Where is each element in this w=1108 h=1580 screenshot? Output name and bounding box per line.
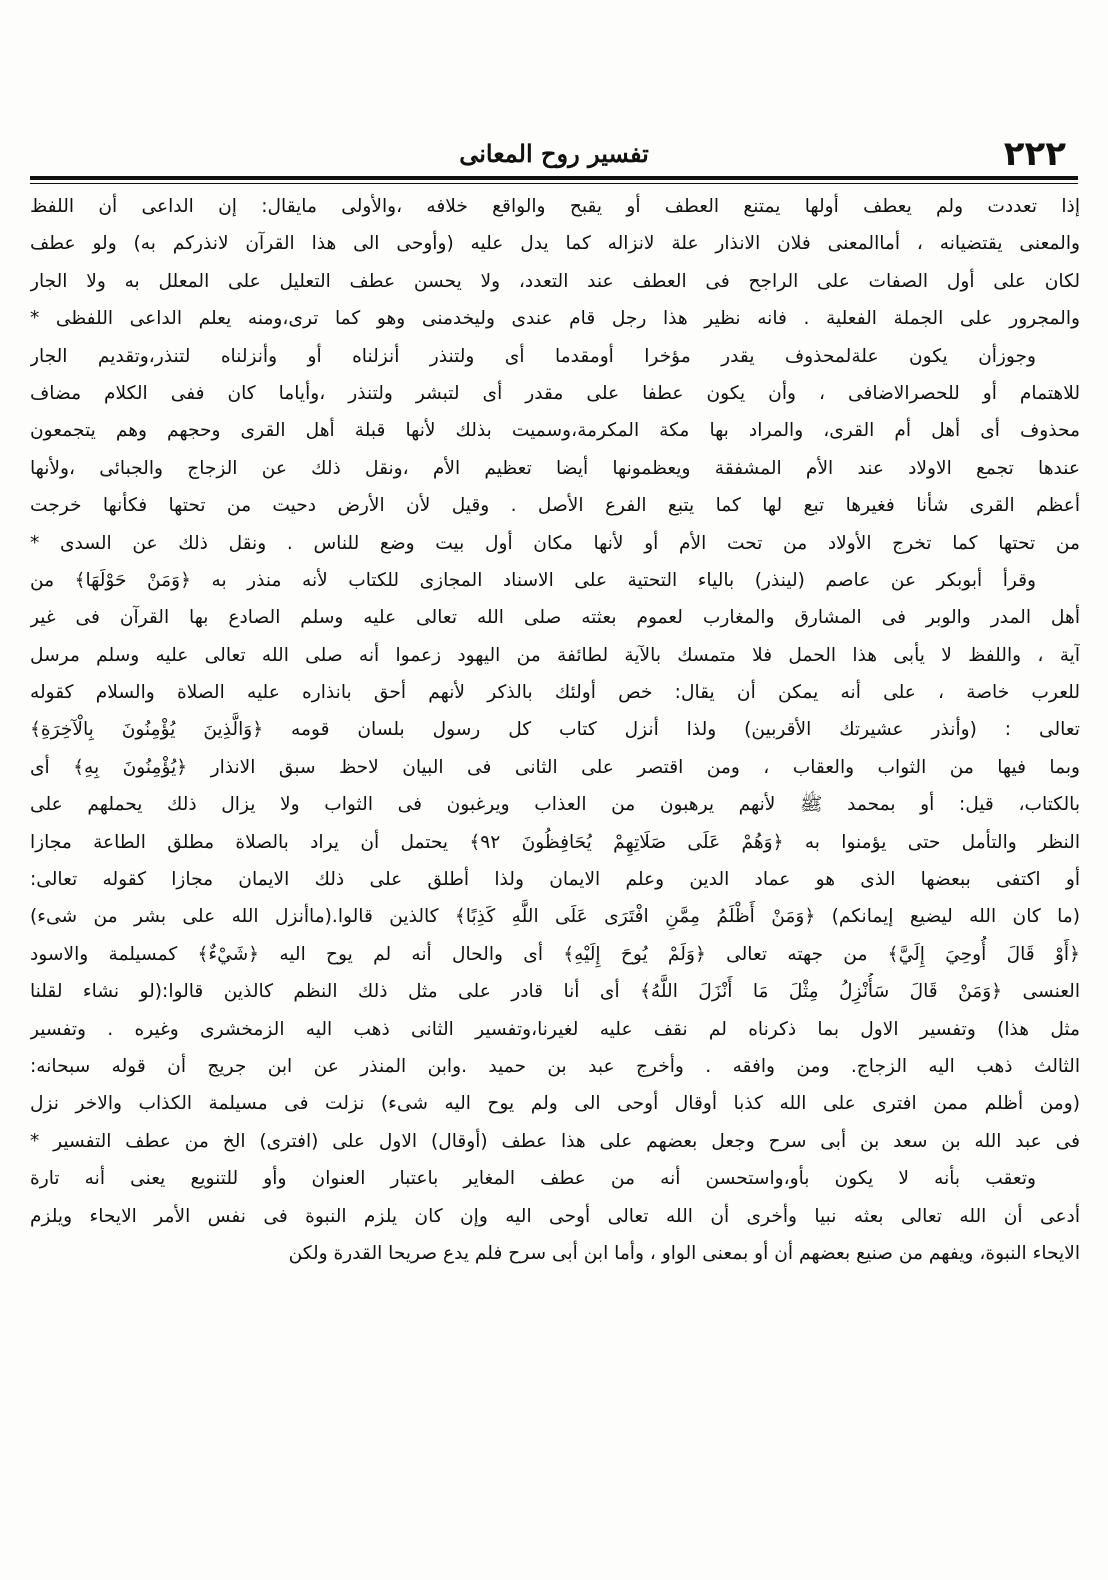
header-rule-thin	[30, 183, 1078, 184]
text-line: (ومن أظلم ممن افترى على الله كذبا أوقال أوحى الى ولم يوح اليه شىء) نزلت فى مسيلمة الكذاب والاخر نزل	[30, 1093, 1080, 1115]
text-line: وجوزأن يكون علةلمحذوف يقدر مؤخرا أومقدما أى ولتنذر أنزلناه أو وأنزلناه لتنذر،وتقديم الجار	[30, 345, 1036, 367]
text-line: إذا تعددت ولم يعطف أولها يمتنع العطف أو يقبح والواقع خلافه ،والأولى مايقال: إن الداعى أن اللفظ	[30, 196, 1080, 217]
text-line: الثالث ذهب اليه الزجاج. ومن وافقه . وأخرج عبد بن حميد .وابن المنذر عن ابن جريج أن قوله سبحانه:	[30, 1055, 1080, 1077]
text-line: أهل المدر والوبر فى المشارق والمغارب لعموم بعثته صلى الله تعالى عليه وسلم الصادع بها القرآن فى غير	[30, 607, 1080, 629]
text-line: عندها تجمع الاولاد عند الأم المشفقة ويعظمونها أيضا تعظيم الأم ،ونقل ذلك عن الزجاج والجبائى ،ولأنها	[30, 457, 1080, 479]
text-line: (ما كان الله ليضيع إيمانكم) ﴿وَمَنْ أَظْلَمُ مِمَّنِ افْتَرَى عَلَى اللَّهِ كَذِبًا﴾ كالذين قالوا.(ماأنزل الله على بشر من شىء)	[30, 906, 1080, 928]
body-text	[30, 188, 1080, 1478]
text-line: والمعنى يقتضيانه ، أماالمعنى فلان الانذار علة لانزاله كما يدل عليه (وأوحى الى هذا القرآن لانذركم به) ولو عطف	[30, 233, 1080, 255]
text-line: أدعى أن الله تعالى بعثه نبيا وأخرى أن الله تعالى أوحى اليه وإن كان يلزم النبوة فى نفس الأمر الايحاء ويلزم	[30, 1205, 1080, 1227]
text-line: العنسى ﴿وَمَنْ قَالَ سَأُنْزِلُ مِثْلَ مَا أَنْزَلَ اللَّهُ﴾ أى أنا قادر على مثل ذلك النظم كالذين قالوا:(لو نشاء لقلنا	[30, 981, 1080, 1003]
text-line: للاهتمام أو للحصرالاضافى ، وأن يكون عطفا على مقدر أى لتبشر ولتنذر ،وأياما كان ففى الكلام مضاف	[30, 382, 1080, 404]
running-title: تفسير روح المعانى	[459, 139, 649, 168]
text-line: آية ، واللفظ لا يأبى هذا الحمل فلا متمسك بالآية لطائفة من اليهود زعموا أنه صلى الله تعالى عليه وسلم مرسل	[30, 644, 1080, 666]
text-line: والمجرور على الجملة الفعلية . فانه نظير هذا رجل قام عندى وليخدمنى وهو كما ترى،ومنه يعلم الداعى اللفظى *	[30, 308, 1080, 330]
text-line: فى عبد الله بن سعد بن أبى سرح وجعل بعضهم على هذا عطف (أوقال) الاول على (افترى) الخ من عطف التفسير *	[30, 1130, 1080, 1152]
text-line: بالكتاب، قيل: أو بمحمد ﷺ لأنهم يرهبون من العذاب ويرغبون فى الثواب ولا يزال ذلك يحملهم على	[30, 794, 1080, 816]
text-line: وبما فيها من الثواب والعقاب ، ومن اقتصر على الثانى فى البيان لاحظ سبق الانذار ﴿يُؤْمِنُونَ بِهِ﴾ أى	[30, 756, 1080, 778]
text-line: مثل هذا) وتفسير الاول بما ذكرناه لم نقف عليه لغيرنا،وتفسير الثانى ذهب اليه الزمخشرى وغيره . وتفسير	[30, 1018, 1080, 1040]
text-line: لكان على أول الصفات على الراجح فى العطف عند التعدد، ولا يحسن عطف التعليل على المعلل به ولا الجار	[30, 270, 1080, 292]
text-line: النظر والتأمل حتى يؤمنوا به ﴿وَهُمْ عَلَى صَلَاتِهِمْ يُحَافِظُونَ ٩٢﴾ يحتمل أن يراد بالصلاة مطلق الطاعة مجازا	[30, 831, 1080, 853]
text-line: ﴿أَوْ قَالَ أُوحِيَ إِلَيَّ﴾ من جهته تعالى ﴿وَلَمْ يُوحَ إِلَيْهِ﴾ أى والحال أنه لم يوح اليه ﴿شَيْءٌ﴾ كمسيلمة والاسود	[30, 943, 1080, 965]
text-line: أعظم القرى شأنا فغيرها تبع لها كما يتبع الفرع الأصل . وقيل لأن الأرض دحيت من تحتها فكأنها خرجت	[30, 495, 1080, 517]
page-number: ٢٢٢	[1003, 134, 1066, 174]
text-line: للعرب خاصة ، على أنه يمكن أن يقال: خص أولئك بالذكر لأنهم أحق بانذاره عليه الصلاة والسلام كقوله	[30, 682, 1080, 704]
text-line: وتعقب بأنه لا يكون بأو،واستحسن أنه من عطف المغاير باعتبار العنوان وأو للتنويع يعنى أنه تارة	[30, 1168, 1036, 1190]
header-rule-thick	[30, 176, 1078, 180]
text-line: تعالى : (وأنذر عشيرتك الأقربين) ولذا أنزل كتاب كل رسول بلسان قومه ﴿وَالَّذِينَ يُؤْمِنُونَ بِالْآخِرَةِ﴾	[30, 719, 1080, 741]
text-line: من تحتها كما تخرج الأولاد من تحت الأم أو لأنها مكان أول بيت وضع للناس . ونقل ذلك عن السدى *	[30, 532, 1080, 554]
page-header	[30, 132, 1078, 178]
text-line: الايحاء النبوة، ويفهم من صنيع بعضهم أن أو بمعنى الواو ، وأما ابن أبى سرح فلم يدع صريحا القدرة ولكن	[288, 1242, 1080, 1264]
text-line: وقرأ أبوبكر عن عاصم (لينذر) بالياء التحتية على الاسناد المجازى للكتاب لأنه منذر به ﴿وَمَنْ حَوْلَهَا﴾ من	[30, 569, 1036, 591]
text-line: محذوف أى أهل أم القرى، والمراد بها مكة المكرمة،وسميت بذلك لأنها قبلة أهل القرى وحجهم وهم يتجمعون	[30, 420, 1080, 442]
text-line: أو اكتفى ببعضها الذى هو عماد الدين وعلم الايمان ولذا أطلق على ذلك الايمان مجازا كقوله تعالى:	[30, 869, 1080, 891]
